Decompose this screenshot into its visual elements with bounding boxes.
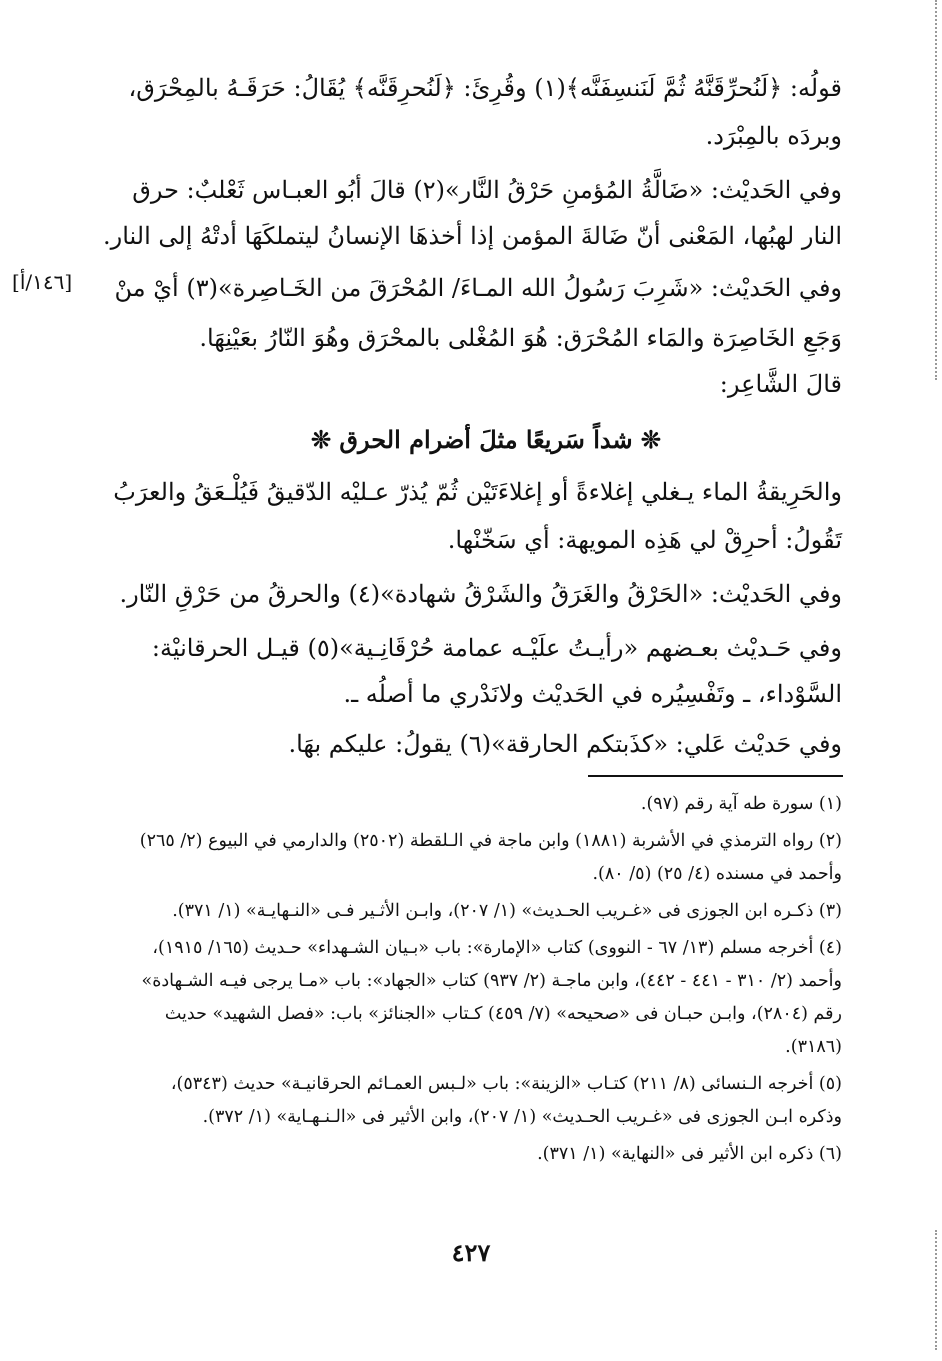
text-line-10: وفي الحَديْث: «الحَرْقُ والغَرَقُ والشَرْقُ شهادة»(٤) والحرقُ من حَرْقِ النّار. xyxy=(119,580,842,608)
text-line-4: النار لهبُها، المَعْنى أنّ ضَالةَ المؤمن إذا أخذهَا الإنسانُ ليتملكَهَا أدتْهُ إلى النار. xyxy=(103,222,842,250)
text-line-7: قالَ الشَّاعِر: xyxy=(719,370,842,398)
footnote-3: (٣) ذكـره ابن الجوزى فى «غـريب الحـديث» (١/ ٢٠٧)، وابـن الأثـير فـى «النـهايـة» (١/ ٣٧١). xyxy=(172,901,842,921)
text-line-12: السَّوْداء، ـ وتَفْسِيُره في الحَديْث ولانَدْري ما أصلُه ـ. xyxy=(343,680,842,708)
footnote-6: (٦) ذكره ابن الأثير فى «النهاية» (١/ ٣٧١). xyxy=(537,1144,842,1164)
text-line-13: وفي حَديْث عَلي: «كذَبتكم الحارقة»(٦) يقولُ: عليكم بهَا. xyxy=(288,730,842,758)
footnotes xyxy=(130,788,842,1171)
scan-edge-dots xyxy=(935,0,939,380)
text-line-11: وفي حَـديْث بعـضهم «رأيـتُ علَيْـه عمامة حُرْقَانِـية»(٥) قيـل الحرقانيْة: xyxy=(151,634,842,662)
page-number: ٤٢٧ xyxy=(451,1238,491,1267)
footnote-4: (٤) أخرجه مسلم (١٣/ ٦٧ - النووى) كتاب «الإمارة»: باب «بـيان الشـهداء» حـديث (١٦٥/ ١٩١٥)، وأحمد (٢/ ٣١٠ - ٤٤١ - ٤٤٢)، وابن ماجـة (٢/ ٩٣٧) كتاب «الجهاد»: باب «مـا يرجى فيـه الشـهادة» رقم (٢٨٠٤)، وابـن حبـان فى «صحيحه» (٧/ ٤٥٩) كـتاب «الجنائز» باب: «فصل الشهيد» حديث (٣١٨٦). xyxy=(141,938,842,1057)
text-line-1: قولُه: ﴿لَنُحرِّقَنَّهُ ثُمَّ لَنَنسِفَنَّه﴾(١) وقُرِئَ: ﴿لَنُحرِقَنَّه﴾ يُقَالُ: حَرَقَـهُ بالمِحْرَق، xyxy=(128,74,842,102)
footnote-5: (٥) أخرجه الـنسائى (٨/ ٢١١) كتـاب «الزينة»: باب «لـبس العمـائم الحرقانيـة» حديث (٥٣٤٣)، وذكره ابـن الجوزى فى «غـريب الحـديث» (١/ ٢٠٧)، وابن الأثير فى «الـنـهـاية» (١/ ٣٧٢). xyxy=(170,1074,842,1127)
footnote-separator xyxy=(588,775,843,777)
scan-edge-dots-bottom xyxy=(935,1230,939,1350)
text-line-6: وَجَعِ الخَاصِرَة والمَاء المُحْرَق: هُوَ المُغْلى بالمحْرَق وهُوَ النّارُ بعَيْنِهَا. xyxy=(199,324,842,352)
text-line-2: وبردَه بالمِبْرَد. xyxy=(705,122,842,150)
folio-reference: [١٤٦/أ] xyxy=(12,270,73,294)
poetry-verse: ❊ شداً سَريعًا مثلَ أضرام الحرق ❊ xyxy=(310,425,662,454)
footnote-1: (١) سورة طه آية رقم (٩٧). xyxy=(640,794,842,814)
text-line-8: والحَرِيقةُ الماء يـغلي إغلاءةً أو إغلاءَتَيْن ثُمّ يُذرّ عـليْه الدّقيقُ فَيُلْـعَقُ والعرَبُ xyxy=(113,478,842,506)
text-line-5: وفي الحَديْث: «شَرِبَ رَسُولُ الله المـاءَ/ المُحْرَقَ من الخَـاصِرة»(٣) أيْ منْ xyxy=(114,274,842,302)
footnote-2: (٢) رواه الترمذي في الأشربة (١٨٨١) وابن ماجة في الـلقطة (٢٥٠٢) والدارمي في البيوع (٢/ ٢٦٥) وأحمد في مسنده (٤/ ٢٥) (٥/ ٨٠). xyxy=(139,831,842,884)
text-line-3: وفي الحَديْث: «ضَالَّةُ المُؤمنِ حَرْقُ النَّار»(٢) قالَ أبُو العبـاس ثَعْلبٌ: حرق xyxy=(132,176,842,204)
text-line-9: تَقُولُ: أحرِقْ لي هَذِه المويهة: أي سَخّنْها. xyxy=(447,526,842,554)
